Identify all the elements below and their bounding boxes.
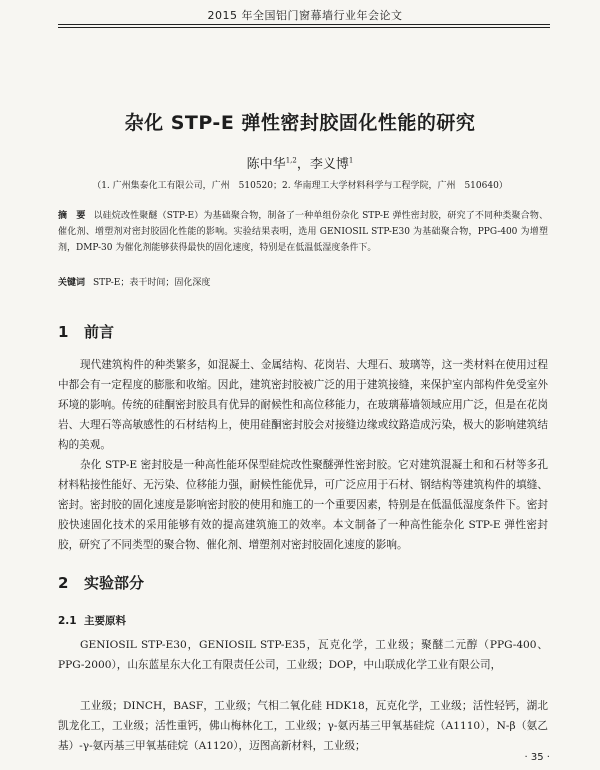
page-number: · 35 · <box>524 752 550 763</box>
section-heading-introduction <box>58 321 114 342</box>
author-separator: ， <box>296 157 310 172</box>
author-affiliation-mark: 1 <box>348 156 354 165</box>
abstract-text: 以硅烷改性聚醚（STP-E）为基础聚合物，制备了一种单组份杂化 STP-E 弹性密封胶，研究了不同种类聚合物、催化剂、增塑剂对密封胶固化性能的影响。实验结果表明，选用 GENIOSIL STP-E30 为基础聚合物，PPG-400 为增塑剂，DMP-30 为催化剂能够获得最快的固化速度，特别是在低温低湿度条件下。 <box>58 211 548 253</box>
abstract-label: 摘 要 <box>58 211 86 221</box>
running-head: 2015 年全国铝门窗幕墙行业年会论文 <box>207 9 403 22</box>
article-title: 杂化 STP-E 弹性密封胶固化性能的研究 <box>124 112 476 134</box>
body-paragraph: 杂化 STP-E 密封胶是一种高性能环保型硅烷改性聚醚弹性密封胶。它对建筑混凝土和和石材等多孔材料粘接性能好、无污染、位移能力强，耐候性能优异，可广泛应用于石材、钢结构等建筑构件的填缝、密封。密封胶的固化速度是影响密封胶的使用和施工的一个重要因素，特别是在低温低湿度条件下。密封胶快速固化技术的采用能够有效的提高建筑施工的效率。本文制备了一种高性能杂化 STP-E 弹性密封胶，研究了不同类型的聚合物、催化剂、增塑剂对密封胶固化速度的影响。 <box>58 459 548 551</box>
keywords-label: 关键词 <box>58 278 86 288</box>
section-number: 2 <box>58 574 69 592</box>
subsection-number: 2.1 <box>58 615 77 627</box>
section-title: 前言 <box>84 323 115 341</box>
body-paragraph: 现代建筑构件的种类繁多，如混凝土、金属结构、花岗岩、大理石、玻璃等，这一类材料在使用过程中都会有一定程度的膨胀和收缩。因此，建筑密封胶被广泛的用于建筑接缝，来保护室内部构件免受室外环境的影响。传统的硅酮密封胶具有优异的耐候性和高位移能力，在玻璃幕墙领域应用广泛，但是在花岗岩、大理石等高敏感性的石材结构上，使用硅酮密封胶会对接缝边缘或纹路造成污染，极大的影响建筑结构的美观。 <box>58 359 548 451</box>
header-rule-bottom <box>58 27 550 28</box>
abstract <box>58 208 548 256</box>
affiliation: （1. 广州集泰化工有限公司，广州 510520；2. 华南理工大学材料科学与工程学院，广州 510640） <box>92 181 508 191</box>
author-affiliation-mark: 1,2 <box>285 156 297 165</box>
section-title: 实验部分 <box>84 574 145 592</box>
author-line <box>40 153 560 172</box>
author-name: 李义博 <box>309 157 349 172</box>
subsection-title: 主要原料 <box>84 615 126 627</box>
header-rule-top <box>58 24 550 25</box>
body-paragraph: GENIOSIL STP-E30，GENIOSIL STP-E35，瓦克化学，工业级；聚醚二元醇（PPG-400、PPG-2000），山东蓝星东大化工有限责任公司，工业级；DOP，中山联成化学工业有限公司， <box>58 639 548 671</box>
section-heading-experimental <box>58 572 144 593</box>
keywords-text: STP-E；表干时间；固化深度 <box>93 278 211 288</box>
section-number: 1 <box>58 323 69 341</box>
body-paragraph: 工业级；DINCH，BASF，工业级；气相二氧化硅 HDK18，瓦克化学，工业级；活性轻钙，湖北凯龙化工，工业级；活性重钙，佛山梅林化工，工业级；γ-氨丙基三甲氧基硅烷（A1110），N-β（氨乙基）-γ-氨丙基三甲氧基硅烷（A1120），迈图高新材料，工业级； <box>58 700 548 752</box>
keywords <box>58 275 548 291</box>
subsection-heading-materials <box>58 613 126 628</box>
author-name: 陈中华 <box>246 157 286 172</box>
